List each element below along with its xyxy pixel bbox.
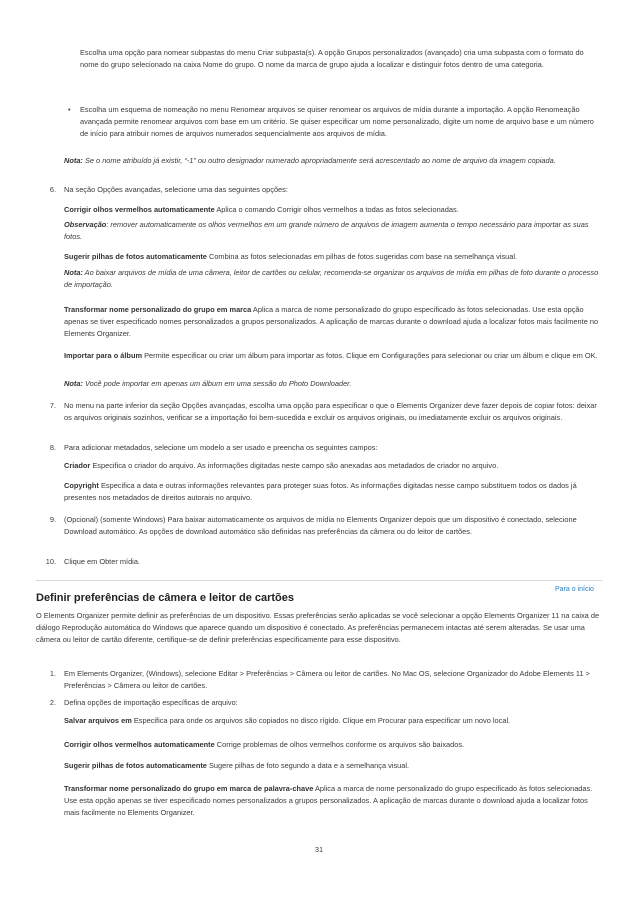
option-stacks-2 — [64, 760, 602, 772]
field-text: Especifica a data e outras informações relevantes para proteger suas fotos. As informações digitadas nesse campo substituem todos os dados já presentes nos metadados de direitos autorais no arquivo. — [64, 481, 577, 502]
step-number: 1. — [49, 669, 56, 678]
option-save-files — [64, 715, 602, 727]
section-title: Definir preferências de câmera e leitor de cartões — [36, 592, 295, 604]
note-text: Você pode importar em apenas um álbum em uma sessão do Photo Downloader. — [82, 379, 352, 388]
option-text: Especifica para onde os arquivos são copiados no disco rígido. Clique em Procurar para especificar um novo local. — [131, 716, 511, 725]
note-stacks — [64, 267, 602, 291]
step-8-text: Para adicionar metadados, selecione um modelo a ser usado e preencha os seguintes campos: — [64, 443, 378, 452]
field-label: Copyright — [64, 481, 99, 490]
step-number: 7. — [49, 401, 56, 410]
option-label: Salvar arquivos em — [64, 716, 132, 725]
step-6-text: Na seção Opções avançadas, selecione uma das seguintes opções: — [64, 185, 288, 194]
option-label: Transformar nome personalizado do grupo em marca — [64, 305, 252, 314]
option-stacks — [64, 251, 602, 263]
note-rename — [64, 155, 602, 167]
observation-label: Observação — [64, 220, 107, 229]
option-label: Sugerir pilhas de fotos automaticamente — [64, 761, 207, 770]
option-label: Transformar nome personalizado do grupo em marca de palavra-chave — [64, 784, 314, 793]
field-label: Criador — [64, 461, 91, 470]
option-label: Importar para o álbum — [64, 351, 143, 360]
step-10-text: Clique em Obter mídia. — [64, 557, 140, 566]
option-text: Permite especificar ou criar um álbum para importar as fotos. Clique em Configurações para selecionar ou criar um álbum e clique em OK. — [142, 351, 598, 360]
option-text: Aplica a marca de nome personalizado do grupo especificado às fotos selecionadas. Use esta opção apenas se tiver especificado nomes personalizados a grupos personalizados. A aplicação de marcas durante o download ajuda a localizar fotos mais facilmente no Elements Organizer. — [64, 305, 599, 338]
option-text: Sugere pilhas de foto segundo a data e a semelhança visual. — [206, 761, 410, 770]
note-text: Se o nome atribuído já existir, “-1” ou outro designador numerado apropriadamente será acrescentado ao nome de arquivo da imagem copiada. — [82, 156, 556, 165]
step-number: 8. — [49, 443, 56, 452]
note-label: Nota: — [64, 156, 83, 165]
option-text: Aplica a marca de nome personalizado do grupo especificado às fotos selecionadas. Use esta opção apenas se tiver especificado nomes personalizados a grupos personalizados. A aplicação de marcas durante o download ajuda a localizar fotos mais facilmente no Elements Organizer. — [64, 784, 593, 817]
observation-text: : remover automaticamente os olhos vermelhos em um grande número de arquivos de imagem aumenta o tempo necessário para importar as suas fotos. — [64, 220, 589, 241]
step-number: 6. — [49, 185, 56, 194]
option-text: Aplica o comando Corrigir olhos vermelhos a todas as fotos selecionadas. — [214, 205, 459, 214]
page-number: 31 — [314, 845, 324, 854]
step-number: 9. — [49, 515, 56, 524]
field-copyright — [64, 480, 602, 504]
section-divider — [36, 580, 602, 581]
option-group-tag — [64, 304, 602, 340]
note-label: Nota: — [64, 379, 83, 388]
step-7-text: No menu na parte inferior da seção Opções avançadas, escolha uma opção para especificar o que o Elements Organizer deve fazer depois de copiar fotos: deixar os arquivos originais sozinhos, verificar se a importação foi bem-sucedida e excluir os arquivos originais, ou imediatamente excluir os arquivos originais. — [64, 401, 597, 422]
option-label: Corrigir olhos vermelhos automaticamente — [64, 740, 215, 749]
option-redeye-2 — [64, 739, 602, 751]
option-group-keyword — [64, 783, 602, 819]
step-number: 2. — [49, 698, 56, 707]
field-text: Especifica o criador do arquivo. As informações digitadas neste campo são anexadas aos metadados de criador no arquivo. — [90, 461, 499, 470]
option-album — [64, 350, 602, 362]
option-text: Combina as fotos selecionadas em pilhas de fotos sugeridas com base na semelhança visual. — [206, 252, 518, 261]
option-label: Corrigir olhos vermelhos automaticamente — [64, 205, 215, 214]
option-redeye — [64, 204, 602, 216]
field-creator — [64, 460, 602, 472]
section-intro: O Elements Organizer permite definir as preferências de um dispositivo. Essas preferências serão aplicadas se você selecionar a opção Elements Organizer 11 na caixa de diálogo Reprodução automática do Windows que aparece quando um dispositivo é conectado. As preferências permanecem intactas até serem alteradas. Se usar uma câmera ou leitor de cartão diferente, certifique-se de definir preferências especificamente para esse dispositivo. — [36, 611, 600, 644]
back-to-top-link[interactable]: Para o início — [555, 586, 594, 593]
option-text: Corrige problemas de olhos vermelhos conforme os arquivos são baixados. — [214, 740, 465, 749]
note-label: Nota: — [64, 268, 83, 277]
bullet-rename: Escolha um esquema de nomeação no menu Renomear arquivos se quiser renomear os arquivos de mídia durante a importação. A opção Renomeação avançada permite renomear arquivos com base em um critério. Se quiser especificar um nome personalizado, digite um nome de arquivo base e um número de início para atribuir nomes de arquivos numerados sequencialmente aos arquivos de mídia. — [80, 105, 594, 138]
paragraph-subfolders: Escolha uma opção para nomear subpastas do menu Criar subpasta(s). A opção Grupos personalizados (avançado) cria uma subpasta com o formato do nome do grupo selecionado na caixa Nome do grupo. O nome da marca de grupo ajuda a localizar e distinguir fotos dentro de uma categoria. — [80, 48, 584, 69]
observation-redeye — [64, 219, 602, 243]
step-9-text: (Opcional) (somente Windows) Para baixar automaticamente os arquivos de mídia no Elements Organizer depois que um dispositivo é conectado, selecione Download automático. As opções de download automático são definidas nas preferências da câmera ou do leitor de cartões. — [64, 515, 577, 536]
section-step-1-text: Em Elements Organizer, (Windows), selecione Editar > Preferências > Câmera ou leitor de cartões. No Mac OS, selecione Organizador do Adobe Elements 11 > Preferências > Câmera ou leitor de cartões. — [64, 669, 590, 690]
bullet-dot: • — [68, 105, 71, 114]
option-label: Sugerir pilhas de fotos automaticamente — [64, 252, 207, 261]
section-step-2-text: Defina opções de importação específicas de arquivo: — [64, 698, 238, 707]
step-number: 10. — [45, 557, 56, 566]
note-text: Ao baixar arquivos de mídia de uma câmera, leitor de cartões ou celular, recomenda-se organizar os arquivos de mídia em pilhas de foto durante o processo de importação. — [64, 268, 599, 289]
note-album — [64, 378, 602, 390]
